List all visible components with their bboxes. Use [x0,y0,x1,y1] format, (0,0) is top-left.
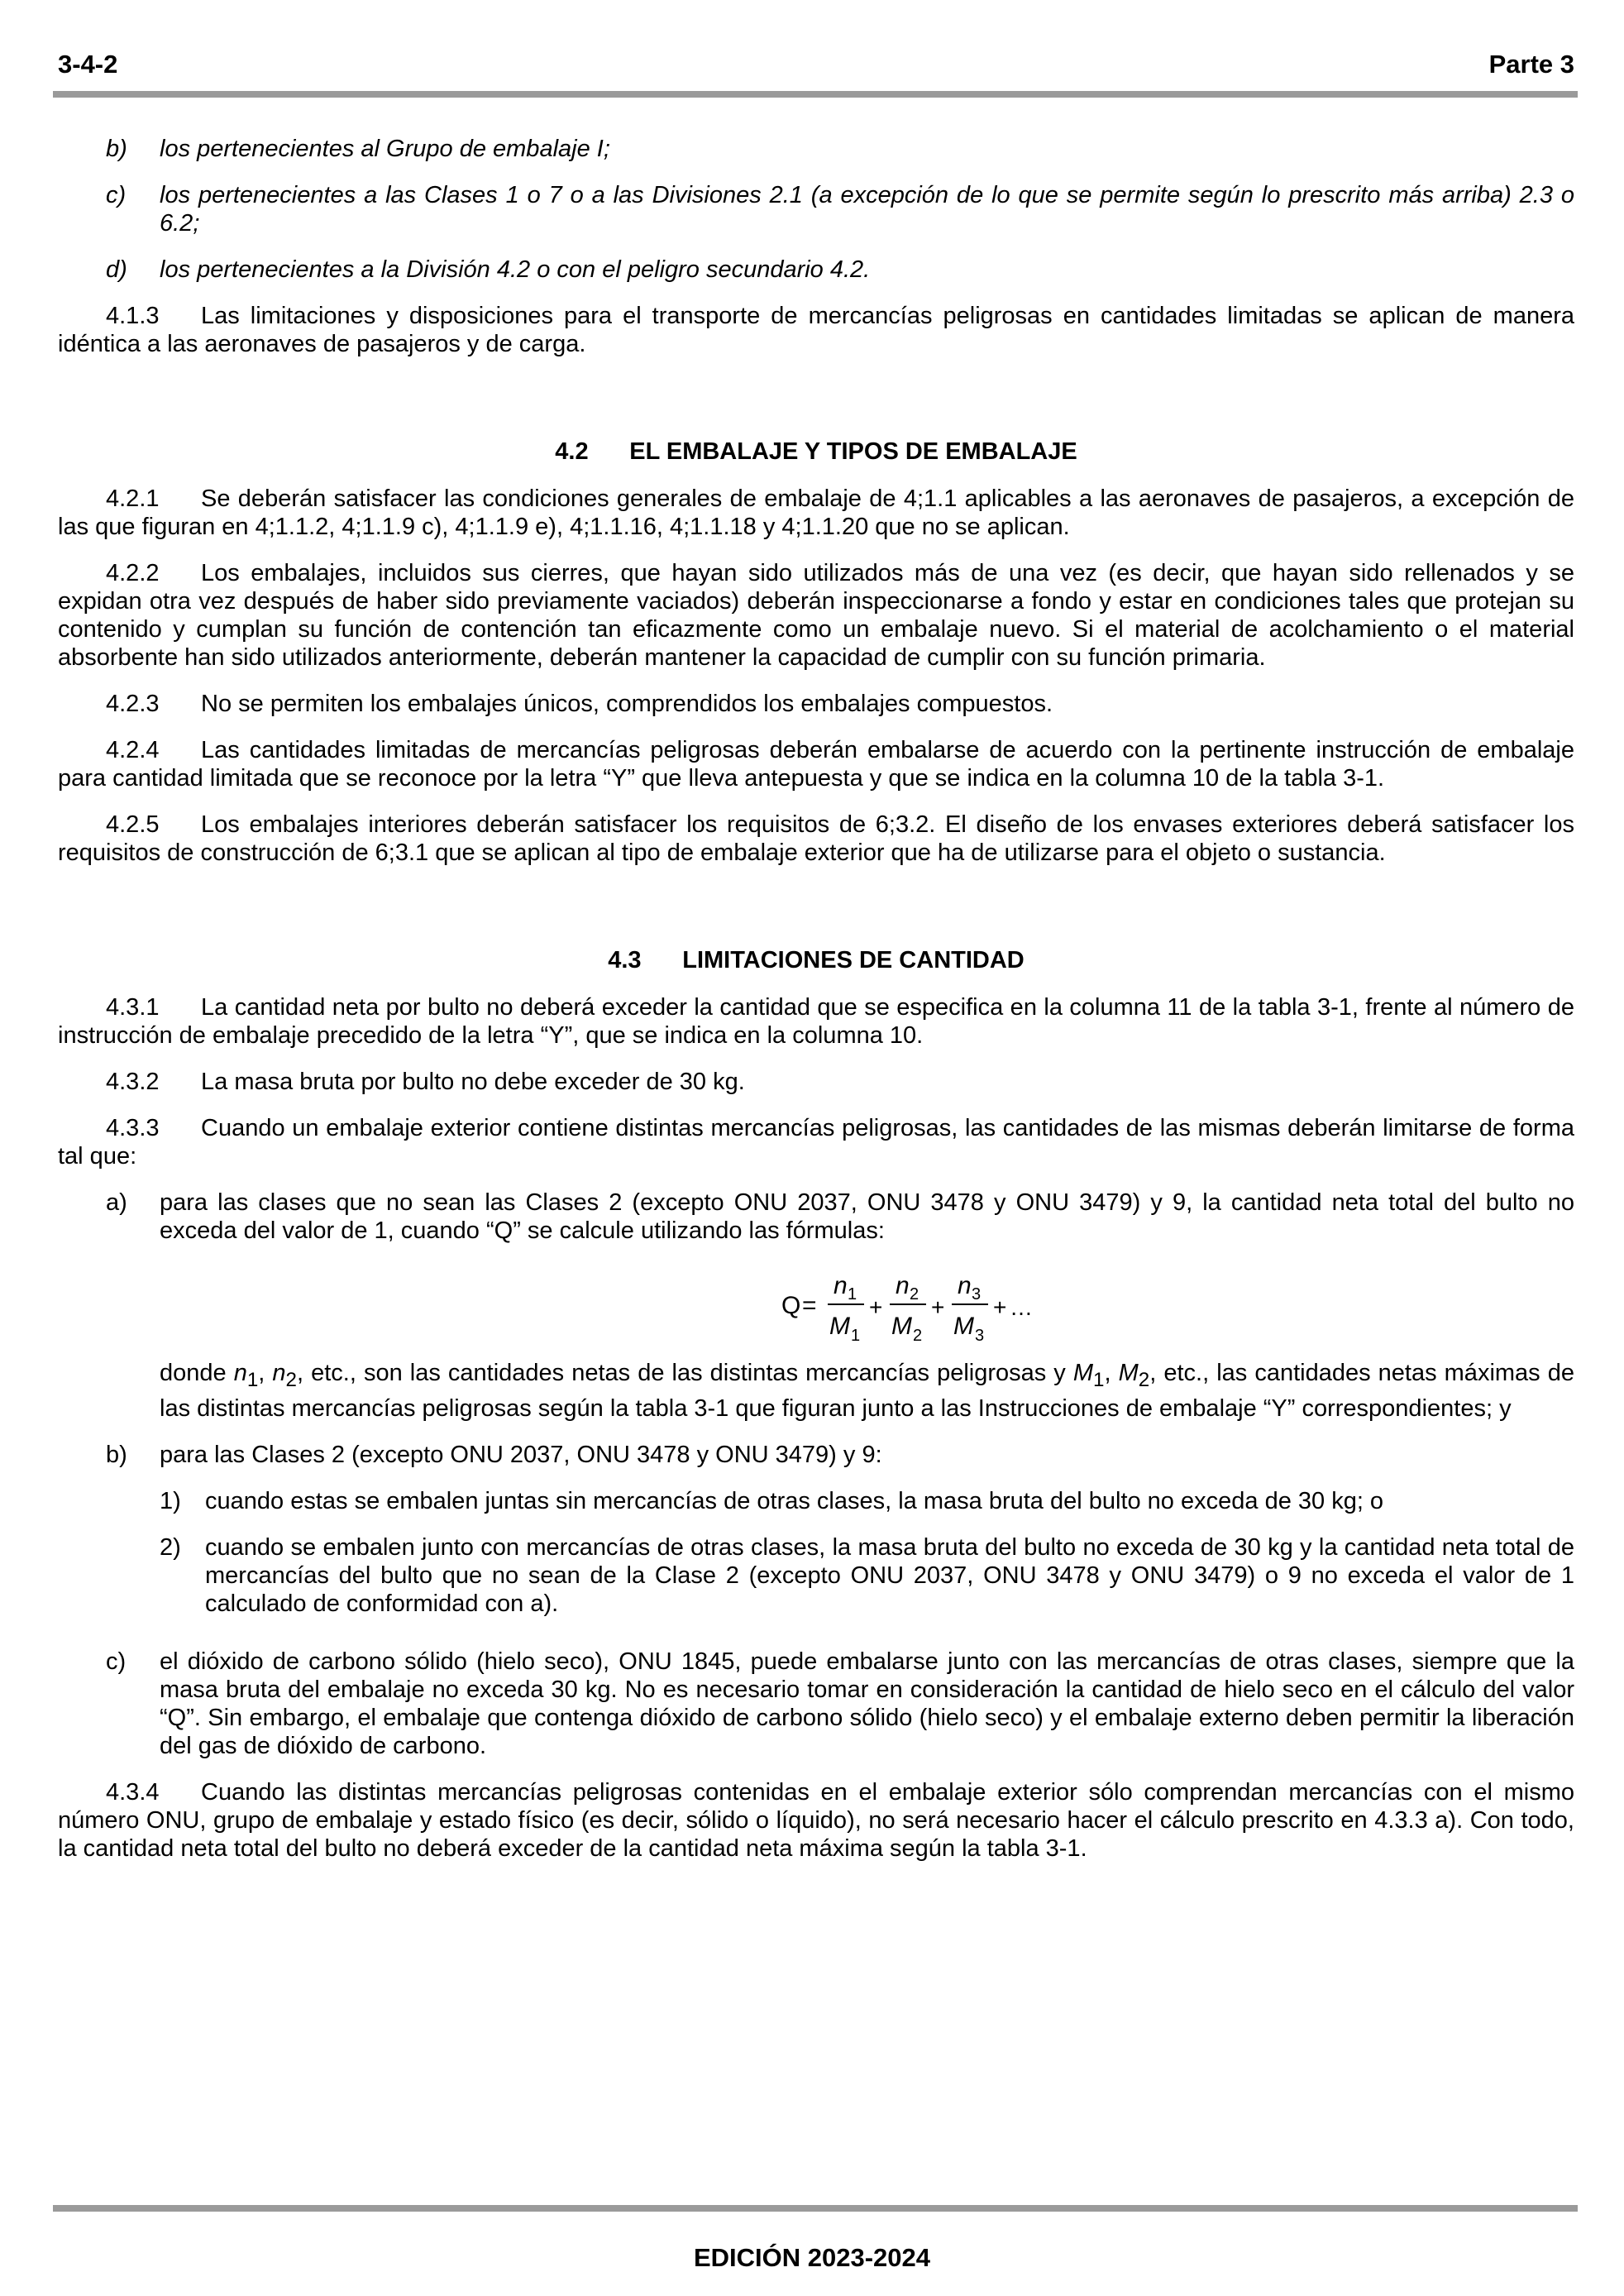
formula-plus: + [931,1294,945,1320]
paragraph-text: La cantidad neta por bulto no deberá exceder la cantidad que se especifica en la columna 11 de la tabla 3-1, frente al número de instrucción de embalaje precedido de la letra “Y”, que se indica en la columna 10. [58,994,1574,1049]
paragraph-number: 4.2.3 [106,691,160,717]
section-number: 4.3 [608,947,642,973]
formula-subscript: 1 [851,1327,861,1345]
formula-lhs: Q [781,1292,801,1319]
paragraph-number: 4.2.1 [106,486,160,512]
list-text: el dióxido de carbono sólido (hielo seco), ONU 1845, puede embalarse junto con las mercancías de otras clases, siempre que la masa bruta del embalaje no exceda 30 kg. No es necesario tomar en consideración la cantidad de hielo seco en el cálculo del valor “Q”. Sin embargo, el embalaje que contenga dióxido de carbono sólido (hielo seco) y el embalaje externo deben permitir la liberación del gas de dióxido de carbono. [160,1648,1574,1759]
list-label: d) [106,256,127,283]
formula-subscript: 2 [913,1327,923,1345]
formula-ellipsis: … [1010,1294,1033,1320]
section-title: LIMITACIONES DE CANTIDAD [682,947,1025,973]
paragraph-text: Los embalajes, incluidos sus cierres, que hayan sido utilizados más de una vez (es decir, que hayan sido rellenados y se expidan otra vez después de haber sido previamente vaciados) deberán inspeccionarse a fondo y estar en condiciones tales que protejan su contenido y cumplan su función de contención tan eficazmente como un embalaje nuevo. Si el material de acolchamiento o el material absorbente han sido utilizados anteriormente, deberán mantener la capacidad de cumplir con su función primaria. [58,560,1574,671]
page-number: 3-4-2 [58,50,118,79]
paragraph-text: Las limitaciones y disposiciones para el transporte de mercancías peligrosas en cantidades limitadas se aplican de manera idéntica a las aeronaves de pasajeros y de carga. [58,303,1574,357]
paragraph-4-1-3 [58,302,1574,358]
formula-numerator: n [833,1272,848,1299]
paragraph-number: 4.1.3 [106,303,160,329]
paragraph-4-2-2 [58,559,1574,672]
list-body [160,1441,1574,1618]
sublist-item [160,1533,1574,1618]
paragraph-4-2-5 [58,811,1574,867]
list-item [58,135,1574,163]
paragraph-number: 4.3.4 [106,1778,160,1806]
section-heading-4-2 [58,438,1574,466]
paragraph-number: 4.3.3 [106,1115,160,1141]
paragraph-4-3-3 [58,1114,1574,1170]
sublist-label: 2) [160,1533,181,1561]
paragraph-text: Los embalajes interiores deberán satisfacer los requisitos de 6;3.2. El diseño de los envases exteriores deberá satisfacer los requisitos de construcción de 6;3.1 que se aplican al tipo de embalaje exterior que ha de utilizarse para el objeto o sustancia. [58,811,1574,866]
paragraph-4-3-1 [58,993,1574,1050]
formula-numerator: n [896,1272,910,1299]
formula-explanation: donde $n_1$, $n_2$, etc., son las cantidades netas de las distintas mercancías peligrosas y $M_1$, $M_2$, etc., las cantidades netas máximas de las distintas mercancías peligrosas según la tabla 3-1 que figuran junto a las Instrucciones de embalaje “Y” correspondientes; y [160,1360,1574,1422]
list-text: para las clases que no sean las Clases 2 (excepto ONU 2037, ONU 3478 y ONU 3479) y 9, la cantidad neta total del bulto no exceda del valor de 1, cuando “Q” se calcule utilizando las fórmulas: [160,1189,1574,1244]
paragraph-number: 4.2.4 [106,737,160,763]
list-text: los pertenecientes a la División 4.2 o con el peligro secundario 4.2. [160,256,871,283]
paragraph-4-2-4 [58,736,1574,792]
page-content [58,135,1574,1881]
formula-subscript: 3 [972,1285,982,1303]
sublist-text: cuando se embalen junto con mercancías de otras clases, la masa bruta del bulto no exceda de 30 kg y la cantidad neta total de mercancías del bulto que no sean de la Clase 2 (excepto ONU 2037, ONU 3478 y ONU 3479) o 9 no exceda el valor de 1 calculado de conformidad con a). [205,1533,1574,1617]
formula-subscript: 3 [975,1327,985,1345]
list-label: b) [106,1441,127,1468]
formula-denominator: M [953,1313,974,1340]
paragraph-4-3-4 [58,1778,1574,1863]
list-label: c) [106,1648,127,1675]
list-item-b [58,1441,1574,1618]
formula-plus: + [993,1294,1007,1320]
paragraph-4-2-1 [58,485,1574,541]
paragraph-text: Cuando un embalaje exterior contiene distintas mercancías peligrosas, las cantidades de las mismas deberán limitarse de forma tal que: [58,1115,1574,1170]
part-label: Parte 3 [1488,50,1574,79]
list-label: b) [106,136,127,162]
section-heading-4-3 [58,946,1574,974]
sublist-text: cuando estas se embalen juntas sin mercancías de otras clases, la masa bruta del bulto no exceda de 30 kg; o [205,1487,1384,1514]
sublist-label: 1) [160,1487,181,1514]
paragraph-text: Las cantidades limitadas de mercancías peligrosas deberán embalarse de acuerdo con la pertinente instrucción de embalaje para cantidad limitada que se reconoce por la letra “Y” que lleva antepuesta y que se indica en la columna 10 de la tabla 3-1. [58,737,1574,792]
edition-footer: EDICIÓN 2023-2024 [693,2243,931,2272]
section-number: 4.2 [555,438,589,465]
paragraph-number: 4.2.5 [106,811,160,838]
formula-subscript: 2 [910,1285,919,1303]
formula-graphic [780,1255,1077,1354]
list-text: los pertenecientes al Grupo de embalaje I; [160,136,610,162]
list-label: c) [106,182,127,208]
list-item [58,256,1574,284]
list-text: los pertenecientes a las Clases 1 o 7 o a las Divisiones 2.1 (a excepción de lo que se permite según lo prescrito más arriba) 2.3 o 6.2; [160,182,1574,237]
paragraph-text: Se deberán satisfacer las condiciones generales de embalaje de 4;1.1 aplicables a las aeronaves de pasajeros, a excepción de las que figuran en 4;1.1.2, 4;1.1.9 c), 4;1.1.9 e), 4;1.1.16, 4;1.1.18 y 4;1.1.20 que no se aplican. [58,486,1574,540]
header-rule [53,91,1578,98]
formula-subscript: 1 [848,1285,857,1303]
paragraph-text: Cuando las distintas mercancías peligrosas contenidas en el embalaje exterior sólo comprendan mercancías con el mismo número ONU, grupo de embalaje y estado físico (es decir, sólido o líquido), no será necesario hacer el cálculo prescrito en 4.3.3 a). Con todo, la cantidad neta total del bulto no deberá exceder de la cantidad neta máxima según la tabla 3-1. [58,1778,1574,1862]
formula-numerator: n [958,1272,972,1299]
paragraph-number: 4.3.2 [106,1069,160,1095]
footer-rule [53,2205,1578,2212]
list-body [160,1189,1574,1423]
section-title: EL EMBALAJE Y TIPOS DE EMBALAJE [629,438,1077,465]
formula-plus: + [869,1294,883,1320]
paragraph-text: La masa bruta por bulto no debe exceder de 30 kg. [201,1069,745,1095]
list-item-a [58,1189,1574,1423]
list-text: para las Clases 2 (excepto ONU 2037, ONU 3478 y ONU 3479) y 9: [160,1441,882,1468]
formula-denominator: M [891,1313,912,1340]
formula-equals: = [802,1292,817,1319]
paragraph-number: 4.3.1 [106,994,160,1021]
q-formula [160,1255,1574,1354]
paragraph-4-3-2 [58,1068,1574,1096]
paragraph-text: No se permiten los embalajes únicos, comprendidos los embalajes compuestos. [201,691,1053,717]
list-item [58,181,1574,237]
list-item-c [58,1648,1574,1760]
paragraph-number: 4.2.2 [106,560,160,586]
sublist-item [160,1487,1574,1515]
list-label: a) [106,1189,127,1216]
paragraph-4-2-3 [58,690,1574,718]
formula-denominator: M [829,1313,850,1340]
